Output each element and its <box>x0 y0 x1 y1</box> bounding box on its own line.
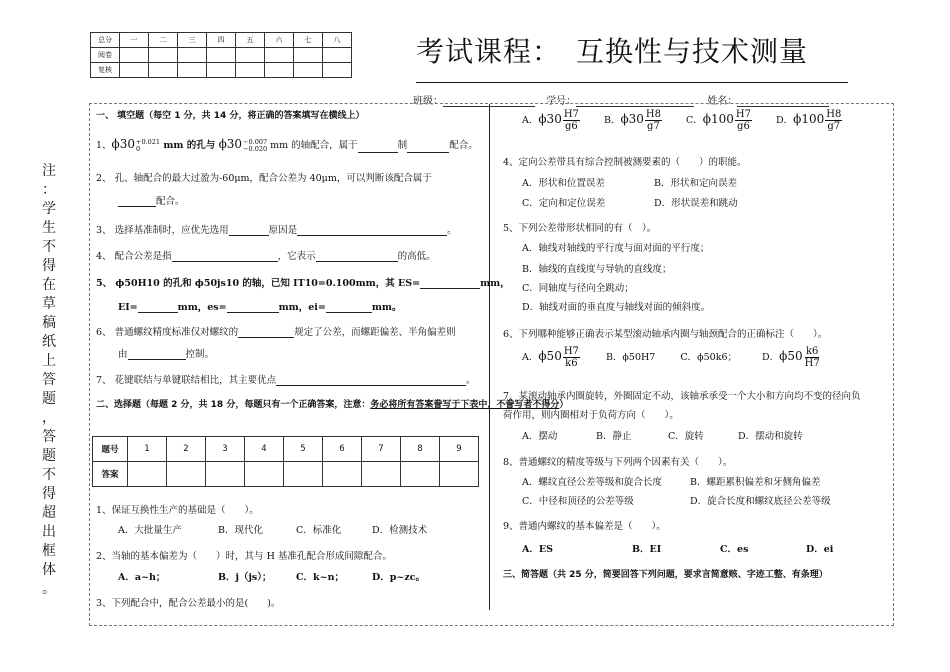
score-section-header: 一 <box>120 33 149 48</box>
side-note-char: 得 <box>42 486 56 502</box>
answer-table-num: 5 <box>284 437 323 462</box>
side-note-char: 不 <box>42 239 56 255</box>
side-note-char: 生 <box>42 220 56 236</box>
s2-q2: 2、当轴的基本偏差为（ ）时，其与 H 基准孔配合形成间隙配合。 <box>96 551 392 562</box>
side-note-char: ： <box>42 182 56 198</box>
s2-q7-line2: 荷作用，则内圈相对于负荷方向（ ）。 <box>503 410 679 421</box>
score-cell[interactable] <box>294 63 323 78</box>
s2-q9-opt[interactable]: B．EI <box>632 544 662 555</box>
tolerance-1: +0.021 0 <box>136 137 161 153</box>
answer-table-num: 2 <box>167 437 206 462</box>
answer-table-ans-label: 答案 <box>93 462 128 487</box>
s2-q9-opt[interactable]: C．es <box>720 544 749 555</box>
blank[interactable] <box>407 142 449 153</box>
blank[interactable] <box>326 302 372 313</box>
answer-cell[interactable] <box>440 462 479 487</box>
s2-q9-opt[interactable]: D．ei <box>806 544 834 555</box>
s2-q3-opt-a[interactable]: A．ϕ30 $\frac{H7}{g6}$ <box>522 109 579 132</box>
s2-q5-opt[interactable]: D．轴线对面的垂直度与轴线对面的倾斜度。 <box>522 302 711 313</box>
side-note <box>42 162 56 599</box>
score-cell[interactable] <box>265 48 294 63</box>
answer-cell[interactable] <box>323 462 362 487</box>
s2-q4-opt[interactable]: B．形状和定向误差 <box>654 178 737 189</box>
score-cell[interactable] <box>178 63 207 78</box>
section1-heading: 一、 填空题（每空 1 分，共 14 分，将正确的答案填写在横线上） <box>96 111 365 121</box>
score-cell[interactable] <box>149 63 178 78</box>
s2-q3: 3、下列配合中，配合公差最小的是( )。 <box>96 598 281 609</box>
class-label: 班级： <box>413 96 443 107</box>
s2-q3-opt-c[interactable]: C．ϕ100 $\frac{H7}{g6}$ <box>686 109 751 132</box>
s2-q6-opt-a[interactable]: A．ϕ50 $\frac{H7}{k6}$ <box>522 346 579 369</box>
s2-q7-opt[interactable]: B．静止 <box>596 431 632 442</box>
score-section-header: 三 <box>178 33 207 48</box>
score-table <box>90 32 352 78</box>
answer-cell[interactable] <box>128 462 167 487</box>
side-note-char: 。 <box>42 581 56 597</box>
s2-q6: 6、下列哪种能够正确表示某型滚动轴承内圈与轴颈配合的正确标注（ ）。 <box>503 329 828 340</box>
answer-cell[interactable] <box>284 462 323 487</box>
s2-q4-opt[interactable]: A．形状和位置误差 <box>522 178 605 189</box>
score-cell[interactable] <box>178 48 207 63</box>
blank[interactable] <box>118 196 156 207</box>
score-cell[interactable] <box>120 48 149 63</box>
s2-q8-opt[interactable]: D．旋合长度和螺纹底径公差等级 <box>690 496 831 507</box>
s2-q5-opt[interactable]: A．轴线对轴线的平行度与面对面的平行度； <box>522 243 710 254</box>
side-note-char: 出 <box>42 524 56 540</box>
s2-q4: 4、定向公差带具有综合控制被测要素的（ ）的职能。 <box>503 157 747 168</box>
score-cell[interactable] <box>294 48 323 63</box>
s1-q5: 5、 ϕ50H10 的孔和 ϕ50js10 的轴，已知 IT10=0.100mm，其 ES= mm， <box>96 278 510 289</box>
score-cell[interactable] <box>236 48 265 63</box>
score-cell[interactable] <box>207 48 236 63</box>
s2-q6-opt-d[interactable]: D．ϕ50 $\frac{k6}{H7}$ <box>762 346 820 369</box>
side-note-char: 超 <box>42 505 56 521</box>
s2-q1-opt[interactable]: C．标准化 <box>296 525 342 536</box>
s2-q8-opt[interactable]: C．中径和顶径的公差等级 <box>522 496 634 507</box>
s2-q8-opt[interactable]: B．螺距累积偏差和牙侧角偏差 <box>690 477 821 488</box>
s2-q2-opt[interactable]: A．a~h； <box>118 572 166 583</box>
name-label: 姓名： <box>707 96 738 107</box>
score-cell[interactable] <box>207 63 236 78</box>
s2-q5-opt[interactable]: B．轴线的直线度与导轨的直线度； <box>522 264 672 275</box>
score-section-header: 二 <box>149 33 178 48</box>
s2-q1: 1、保证互换性生产的基础是（ ）。 <box>96 505 259 516</box>
side-note-char: 体 <box>42 562 56 578</box>
s2-q2-opt[interactable]: C．k~n； <box>296 572 345 583</box>
s2-q6-opt-c[interactable]: C．ϕ50k6； <box>680 352 737 363</box>
score-cell[interactable] <box>149 48 178 63</box>
s1-q1: 1、ϕ30 +0.021 0 mm 的孔与 ϕ30 −0.007 −0.020 mm 的轴配合，属于 制 配合。 <box>96 137 478 153</box>
side-note-char: 稿 <box>42 315 56 331</box>
column-divider <box>489 104 490 610</box>
side-note-char: 框 <box>42 543 56 559</box>
s2-q7-opt[interactable]: C．旋转 <box>668 431 704 442</box>
s1-q5-line2: EI= mm，es= mm，ei= mm。 <box>118 302 402 313</box>
score-total-header: 总分 <box>91 33 120 48</box>
answer-table <box>92 436 479 487</box>
score-row-label: 复核 <box>91 63 120 78</box>
blank[interactable] <box>358 142 398 153</box>
answer-table-num: 7 <box>362 437 401 462</box>
s1-q3: 3、 选择基准制时，应优先选用 原因是 。 <box>96 225 457 236</box>
side-note-char: 答 <box>42 429 56 445</box>
s2-q1-opt[interactable]: A．大批量生产 <box>118 525 182 536</box>
side-note-char: 不 <box>42 467 56 483</box>
s2-q7-opt[interactable]: D．摆动和旋转 <box>738 431 803 442</box>
score-section-header: 五 <box>236 33 265 48</box>
tolerance-2: −0.007 −0.020 <box>243 137 268 153</box>
side-note-char: 题 <box>42 391 56 407</box>
blank[interactable] <box>138 302 178 313</box>
blank[interactable] <box>297 225 447 236</box>
answer-table-num-label: 题号 <box>93 437 128 462</box>
s2-q5-opt[interactable]: C．同轴度与径向全跳动； <box>522 283 634 294</box>
s2-q4-opt[interactable]: C．定向和定位误差 <box>522 198 606 209</box>
score-row-label: 阅卷 <box>91 48 120 63</box>
section3-heading: 三、简答题（共 25 分，简要回答下列问题，要求言简意赅、字迹工整、有条理） <box>503 570 828 580</box>
side-note-char: 学 <box>42 201 56 217</box>
blank[interactable] <box>316 251 398 262</box>
exam-title: 考试课程： 互换性与技术测量 <box>416 35 809 68</box>
side-note-char: 纸 <box>42 334 56 350</box>
title-underline <box>416 82 848 83</box>
s2-q6-opts <box>522 346 822 369</box>
s2-q3-opt-b[interactable]: B．ϕ30 $\frac{H8}{g7}$ <box>603 109 661 132</box>
score-cell[interactable] <box>323 63 352 78</box>
s2-q9: 9、普通内螺纹的基本偏差是（ ）。 <box>503 521 666 532</box>
s2-q7: 7、某滚动轴承内圈旋转，外圈固定不动，该轴承承受一个大小和方向均不变的径向负 <box>503 391 861 402</box>
blank[interactable] <box>172 251 278 262</box>
answer-cell[interactable] <box>362 462 401 487</box>
s2-q8-opt[interactable]: A．螺纹直径公差等级和旋合长度 <box>522 477 662 488</box>
blank[interactable] <box>128 349 186 360</box>
s2-q7-opt[interactable]: A．摆动 <box>522 431 558 442</box>
side-note-char: ， <box>42 410 56 426</box>
score-section-header: 四 <box>207 33 236 48</box>
side-note-char: 上 <box>42 353 56 369</box>
score-cell[interactable] <box>323 48 352 63</box>
answer-cell[interactable] <box>167 462 206 487</box>
side-note-char: 题 <box>42 448 56 464</box>
s1-q2: 2、 孔、轴配合的最大过盈为-60μm，配合公差为 40μm，可以判断该配合属于 <box>96 173 432 184</box>
s1-q6-line2: 由 控制。 <box>118 349 215 360</box>
side-note-char: 答 <box>42 372 56 388</box>
side-note-char: 草 <box>42 296 56 312</box>
s1-q4: 4、 配合公差是指 ，它表示 的高低。 <box>96 251 436 262</box>
blank[interactable] <box>229 225 269 236</box>
blank[interactable] <box>227 302 279 313</box>
side-note-char: 注 <box>42 163 56 179</box>
side-note-char: 在 <box>42 277 56 293</box>
blank[interactable] <box>420 278 480 289</box>
score-section-header: 七 <box>294 33 323 48</box>
answer-table-num: 3 <box>206 437 245 462</box>
score-section-header: 六 <box>265 33 294 48</box>
s2-q2-opt[interactable]: B．j（js）； <box>218 572 272 583</box>
s2-q4-opt[interactable]: D．形状误差和跳动 <box>654 198 738 209</box>
s2-q1-opt[interactable]: B．现代化 <box>218 525 263 536</box>
section2-heading: 二、选择题（每题 2 分，共 18 分，每题只有一个正确答案，注意：务必将所有答案誊写于下表中，不誊写者不得分） <box>96 400 569 410</box>
blank[interactable] <box>238 327 294 338</box>
s2-q3-opt-d[interactable]: D．ϕ100 $\frac{H8}{g7}$ <box>776 109 842 132</box>
score-cell[interactable] <box>265 63 294 78</box>
s1-q7: 7、 花键联结与单键联结相比，其主要优点 。 <box>96 375 476 386</box>
score-cell[interactable] <box>120 63 149 78</box>
answer-cell[interactable] <box>206 462 245 487</box>
answer-table-num: 6 <box>323 437 362 462</box>
score-cell[interactable] <box>236 63 265 78</box>
s1-q2-line2: 配合。 <box>118 193 185 207</box>
answer-table-num: 9 <box>440 437 479 462</box>
s2-q5: 5、下列公差带形状相同的有（ ）。 <box>503 223 657 234</box>
s2-q9-opt[interactable]: A．ES <box>522 544 553 555</box>
answer-table-num: 1 <box>128 437 167 462</box>
s2-q8: 8、普通螺纹的精度等级与下列两个因素有关（ ）。 <box>503 457 733 468</box>
answer-cell[interactable] <box>401 462 440 487</box>
side-note-char: 得 <box>42 258 56 274</box>
answer-table-num: 4 <box>245 437 284 462</box>
s2-q6-opt-b[interactable]: B．ϕ50H7 <box>605 352 656 363</box>
s2-q1-opt[interactable]: D．检测技术 <box>372 525 428 536</box>
s1-q6: 6、 普通螺纹精度标准仅对螺纹的 规定了公差，而螺距偏差、半角偏差则 <box>96 327 456 338</box>
answer-table-num: 8 <box>401 437 440 462</box>
id-label: 学号： <box>546 96 577 107</box>
s2-q2-opt[interactable]: D．p~zc。 <box>372 572 426 583</box>
score-section-header: 八 <box>323 33 352 48</box>
s2-q3-opts <box>522 109 843 132</box>
answer-cell[interactable] <box>245 462 284 487</box>
blank[interactable] <box>276 375 466 386</box>
